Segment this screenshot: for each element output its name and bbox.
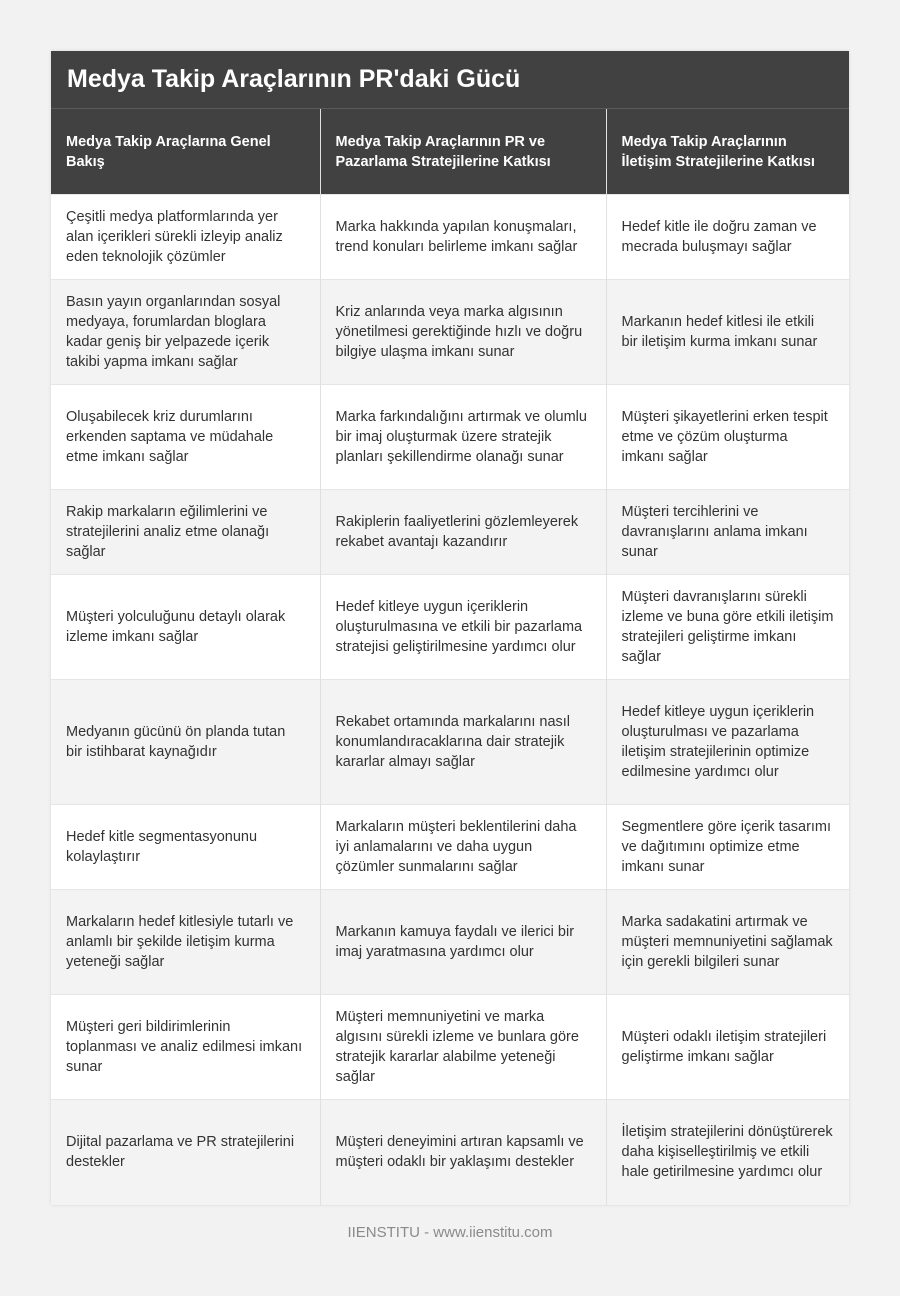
table-row: [51, 490, 849, 575]
table-cell: Müşteri deneyimini artıran kapsamlı ve müşteri odaklı bir yaklaşımı destekler: [320, 1100, 606, 1205]
column-header-communication: Medya Takip Araçlarının İletişim Stratejilerine Katkısı: [606, 109, 849, 195]
table-cell: Müşteri yolculuğunu detaylı olarak izleme imkanı sağlar: [51, 575, 320, 680]
table-row: [51, 280, 849, 385]
table-cell: Hedef kitleye uygun içeriklerin oluşturulmasına ve etkili bir pazarlama stratejisi geliştirilmesine yardımcı olur: [320, 575, 606, 680]
table-cell: Segmentlere göre içerik tasarımı ve dağıtımını optimize etme imkanı sunar: [606, 805, 849, 890]
table-cell: Basın yayın organlarından sosyal medyaya, forumlardan bloglara kadar geniş bir yelpazede içerik takibi yapma imkanı sağlar: [51, 280, 320, 385]
table-cell: Rakiplerin faaliyetlerini gözlemleyerek rekabet avantajı kazandırır: [320, 490, 606, 575]
table-cell: Kriz anlarında veya marka algısının yönetilmesi gerektiğinde hızlı ve doğru bilgiye ulaşma imkanı sunar: [320, 280, 606, 385]
table-cell: Marka farkındalığını artırmak ve olumlu bir imaj oluşturmak üzere stratejik planları şekillendirme olanağı sunar: [320, 385, 606, 490]
table-cell: İletişim stratejilerini dönüştürerek daha kişiselleştirilmiş ve etkili hale getirilmesine yardımcı olur: [606, 1100, 849, 1205]
table-cell: Rekabet ortamında markalarını nasıl konumlandıracaklarına dair stratejik kararlar almayı sağlar: [320, 680, 606, 805]
table-cell: Müşteri geri bildirimlerinin toplanması ve analiz edilmesi imkanı sunar: [51, 995, 320, 1100]
table-row: [51, 805, 849, 890]
table-row: [51, 680, 849, 805]
table-row: [51, 575, 849, 680]
table-cell: Çeşitli medya platformlarında yer alan içerikleri sürekli izleyip analiz eden teknolojik çözümler: [51, 195, 320, 280]
column-header-pr-marketing: Medya Takip Araçlarının PR ve Pazarlama Stratejilerine Katkısı: [320, 109, 606, 195]
table-row: [51, 1100, 849, 1205]
table-cell: Marka sadakatini artırmak ve müşteri memnuniyetini sağlamak için gerekli bilgileri sunar: [606, 890, 849, 995]
table-header: [51, 109, 849, 195]
table-cell: Müşteri şikayetlerini erken tespit etme ve çözüm oluşturma imkanı sağlar: [606, 385, 849, 490]
table-cell: Marka hakkında yapılan konuşmaları, trend konuları belirleme imkanı sağlar: [320, 195, 606, 280]
table-row: [51, 195, 849, 280]
table-row: [51, 995, 849, 1100]
table-row: [51, 385, 849, 490]
table-cell: Medyanın gücünü ön planda tutan bir istihbarat kaynağıdır: [51, 680, 320, 805]
table-cell: Markanın hedef kitlesi ile etkili bir iletişim kurma imkanı sunar: [606, 280, 849, 385]
table-cell: Müşteri davranışlarını sürekli izleme ve buna göre etkili iletişim stratejileri geliştirme imkanı sağlar: [606, 575, 849, 680]
table-cell: Müşteri tercihlerini ve davranışlarını anlama imkanı sunar: [606, 490, 849, 575]
table-cell: Oluşabilecek kriz durumlarını erkenden saptama ve müdahale etme imkanı sağlar: [51, 385, 320, 490]
column-header-overview: Medya Takip Araçlarına Genel Bakış: [51, 109, 320, 195]
page-title: Medya Takip Araçlarının PR'daki Gücü: [51, 51, 849, 109]
table-cell: Dijital pazarlama ve PR stratejilerini destekler: [51, 1100, 320, 1205]
table-cell: Rakip markaların eğilimlerini ve stratejilerini analiz etme olanağı sağlar: [51, 490, 320, 575]
table-cell: Markaların müşteri beklentilerini daha iyi anlamalarını ve daha uygun çözümler sunmalarını sağlar: [320, 805, 606, 890]
footer-credit: IIENSTITU - www.iienstitu.com: [347, 1224, 553, 1241]
table-cell: Markanın kamuya faydalı ve ilerici bir imaj yaratmasına yardımcı olur: [320, 890, 606, 995]
table-row: [51, 890, 849, 995]
comparison-table: [51, 109, 849, 1205]
table-cell: Hedef kitle ile doğru zaman ve mecrada buluşmayı sağlar: [606, 195, 849, 280]
table-cell: Hedef kitleye uygun içeriklerin oluşturulması ve pazarlama iletişim stratejilerinin optimize edilmesine yardımcı olur: [606, 680, 849, 805]
table-cell: Hedef kitle segmentasyonunu kolaylaştırır: [51, 805, 320, 890]
table-cell: Müşteri memnuniyetini ve marka algısını sürekli izleme ve bunlara göre stratejik kararlar alabilme yeteneği sağlar: [320, 995, 606, 1100]
content-card: [51, 51, 849, 1205]
table-cell: Markaların hedef kitlesiyle tutarlı ve anlamlı bir şekilde iletişim kurma yeteneği sağlar: [51, 890, 320, 995]
table-cell: Müşteri odaklı iletişim stratejileri geliştirme imkanı sağlar: [606, 995, 849, 1100]
table-body: [51, 195, 849, 1205]
header-row: [51, 109, 849, 195]
